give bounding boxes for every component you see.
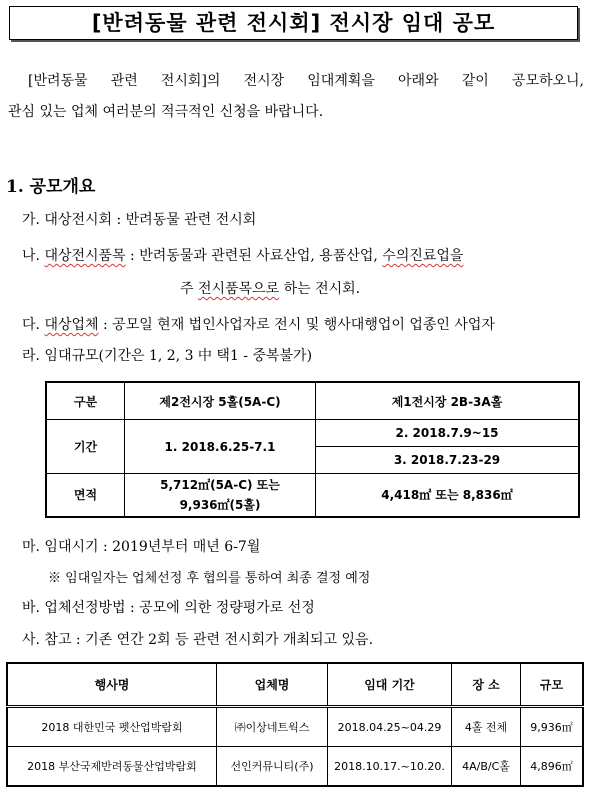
item-na — [22, 245, 463, 265]
item-da-label: 다. — [22, 317, 45, 333]
events-table-header — [7, 663, 583, 707]
header-cell: 장 소 — [452, 663, 521, 707]
area-hall2-line-1: 5,712㎡(5A-C) 또는 — [160, 478, 280, 492]
period-label: 기간 — [46, 420, 125, 474]
area-hall2 — [125, 474, 316, 518]
period-option-3: 3. 2018.7.23-29 — [316, 447, 580, 474]
item-ga: 가. 대상전시회 : 반려동물 관련 전시회 — [22, 212, 257, 228]
area-row — [46, 474, 579, 518]
table-row — [7, 707, 583, 747]
item-ma: 마. 임대시기 : 2019년부터 매년 6-7월 — [22, 539, 261, 555]
area-hall1: 4,418㎡ 또는 8,836㎡ — [316, 474, 580, 518]
header-cell: 제1전시장 2B-3A홀 — [316, 382, 580, 420]
item-da — [22, 314, 495, 334]
note: ※ 임대일자는 업체선정 후 협의를 통하여 최종 결정 예정 — [48, 571, 371, 586]
header-cell: 규모 — [521, 663, 584, 707]
events-table — [6, 662, 584, 787]
event-place: 4홀 전체 — [452, 707, 521, 747]
event-name: 2018 대한민국 펫산업박람회 — [7, 707, 217, 747]
event-scale: 9,936㎡ — [521, 707, 584, 747]
section-heading: 1. 공모개요 — [6, 177, 96, 197]
event-company: ㈜이상네트웍스 — [217, 707, 328, 747]
event-period: 2018.10.17.~10.20. — [328, 747, 452, 787]
item-na-text-1: : 반려동물과 관련된 사료산업, 용품산업, — [125, 248, 383, 264]
intro-line-2: 관심 있는 업체 여러분의 적극적인 신청을 바랍니다. — [8, 104, 324, 120]
scale-table-header — [46, 382, 579, 420]
item-ra: 라. 임대규모(기간은 1, 2, 3 中 택1 - 중복불가) — [22, 348, 313, 364]
item-na-underline-1: 대상전시품목 — [44, 248, 126, 264]
event-place: 4A/B/C홀 — [452, 747, 521, 787]
item-na-line-2 — [180, 278, 360, 298]
intro-line-1: [반려동물 관련 전시회]의 전시장 임대계획을 아래와 같이 공모하오니, — [28, 73, 584, 89]
item-na-underline-2: 수의진료업을 — [382, 248, 464, 264]
period-option-2: 2. 2018.7.9~15 — [316, 420, 580, 447]
period-option-1: 1. 2018.6.25-7.1 — [125, 420, 316, 474]
event-scale: 4,896㎡ — [521, 747, 584, 787]
event-name: 2018 부산국제반려동물산업박람회 — [7, 747, 217, 787]
header-cell: 제2전시장 5홀(5A-C) — [125, 382, 316, 420]
header-cell: 임대 기간 — [328, 663, 452, 707]
item-ba: 바. 업체선정방법 : 공모에 의한 정량평가로 선정 — [22, 600, 315, 616]
item-na-line2-pre: 주 — [180, 281, 198, 297]
header-cell: 행사명 — [7, 663, 217, 707]
item-sa: 사. 참고 : 기존 연간 2회 등 관련 전시회가 개최되고 있음. — [22, 632, 374, 648]
header-cell: 구분 — [46, 382, 125, 420]
item-da-underline: 대상업체 — [44, 317, 99, 333]
event-period: 2018.04.25~04.29 — [328, 707, 452, 747]
intro-paragraph — [8, 66, 584, 128]
area-hall2-line-2: 9,936㎡(5홀) — [179, 498, 261, 512]
page-title: [반려동물 관련 전시회] 전시장 임대 공모 — [9, 6, 578, 40]
area-label: 면적 — [46, 474, 125, 518]
event-company: 선인커뮤니티(주) — [217, 747, 328, 787]
item-na-line2-post: 하는 전시회. — [279, 281, 361, 297]
table-row — [7, 747, 583, 787]
item-da-text: : 공모일 현재 법인사업자로 전시 및 행사대행업이 업종인 사업자 — [98, 317, 495, 333]
period-row — [46, 420, 579, 447]
scale-table — [45, 381, 580, 518]
item-na-label: 나. — [22, 248, 45, 264]
header-cell: 업체명 — [217, 663, 328, 707]
item-na-underline-3: 전시품목으로 — [197, 281, 280, 297]
